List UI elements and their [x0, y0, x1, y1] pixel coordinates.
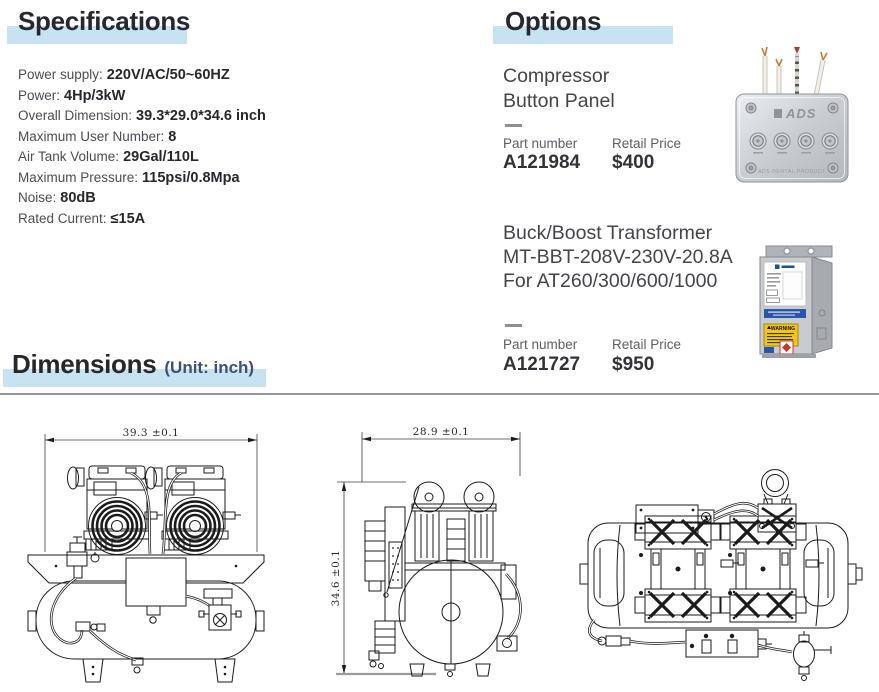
spec-list [18, 65, 266, 229]
option-2-divider [505, 324, 522, 327]
dimensions-heading [3, 349, 254, 389]
option-1-name: Compressor Button Panel [503, 65, 615, 112]
dimensions-title: Dimensions [12, 349, 157, 379]
part-number-label-2: Part number [503, 337, 578, 352]
dimensions-unit-note: (Unit: inch) [164, 358, 255, 377]
option-2-name: Buck/Boost Transformer MT-BBT-208V-230V-20.8A For AT260/300/600/1000 [503, 222, 733, 292]
front-width-dim-text: 39.3 ±0.1 [122, 427, 180, 439]
option-1-divider [505, 124, 522, 127]
options-heading [493, 6, 601, 46]
section-rule [0, 393, 879, 395]
panel-caption: ADS DENTAL PRODUCT [758, 169, 826, 175]
side-view-machine [365, 482, 521, 677]
front-view-drawing [20, 424, 272, 690]
spec-row: Power supply: 220V/AC/50~60HZ [18, 67, 230, 83]
spec-row: Power: 4Hp/3kW [18, 87, 126, 104]
top-view-machine [580, 470, 862, 681]
ads-logo-text: ADS [786, 106, 817, 121]
spec-row: Maximum User Number: 8 [18, 128, 177, 145]
options-title: Options [505, 6, 602, 36]
option-2-price: $950 [612, 354, 655, 375]
option-1-part-number: A121984 [503, 152, 581, 173]
blue-sticker [764, 347, 774, 353]
side-width-dim-text: 28.9 ±0.1 [412, 426, 470, 438]
spec-row: Air Tank Volume: 29Gal/110L [18, 149, 199, 165]
front-view-machine [28, 466, 264, 682]
ads-logo-mark [774, 109, 782, 118]
transformer-blue-strip [764, 309, 806, 318]
spec-row: Noise: 80dB [18, 190, 96, 206]
button-panel-image [730, 42, 856, 188]
panel-wires [762, 47, 827, 96]
transformer-image [750, 238, 848, 366]
transformer-base [762, 354, 816, 358]
option-1-price: $400 [612, 152, 655, 173]
side-view-drawing [328, 424, 528, 690]
spec-row: Overall Dimension: 39.3*29.0*34.6 inch [18, 108, 266, 124]
part-number-label: Part number [503, 136, 578, 151]
retail-price-label: Retail Price [612, 136, 682, 151]
svg-text:WARNING: WARNING [770, 326, 796, 332]
transformer-bracket [766, 246, 832, 257]
retail-price-label-2: Retail Price [612, 337, 682, 352]
red-sticker [780, 341, 793, 354]
transformer-label [764, 262, 806, 306]
top-view-drawing [578, 452, 875, 692]
side-height-dim-text: 34.6 ±0.1 [330, 549, 342, 607]
specifications-heading [7, 6, 190, 46]
spec-row: Rated Current: ≤15A [18, 210, 146, 227]
option-2-part-number: A121727 [503, 354, 581, 375]
specifications-title: Specifications [18, 6, 191, 36]
spec-row: Maximum Pressure: 115psi/0.8Mpa [18, 169, 240, 186]
side-width-dimension [362, 426, 520, 482]
